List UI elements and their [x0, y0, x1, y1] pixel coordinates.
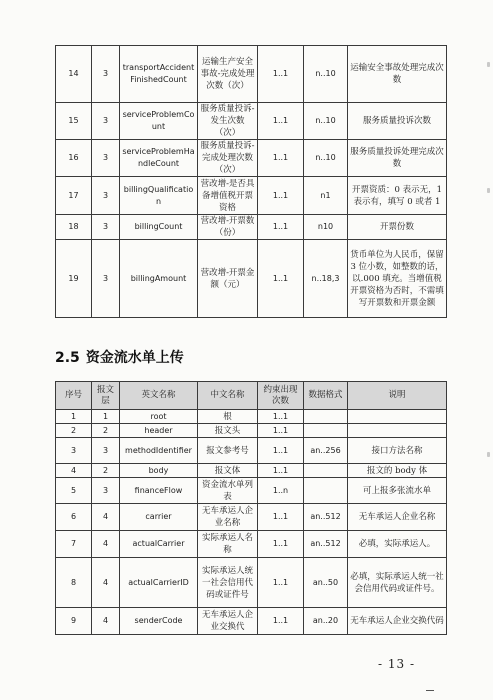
level-cell: 3 — [92, 240, 120, 318]
english-name-cell: carrier — [120, 504, 198, 531]
format-cell: an..512 — [304, 531, 348, 558]
english-name-cell: actualCarrier — [120, 531, 198, 558]
header-seq: 序号 — [56, 382, 92, 410]
table-row — [56, 215, 447, 240]
level-cell: 3 — [92, 140, 120, 177]
description-cell — [348, 424, 447, 438]
section-heading — [55, 347, 184, 367]
cardinality-cell: 1..1 — [258, 608, 304, 635]
table-row — [56, 504, 447, 531]
format-cell — [304, 464, 348, 478]
level-cell: 3 — [92, 46, 120, 103]
seq-cell: 14 — [56, 46, 92, 103]
description-cell: 报文的 body 体 — [348, 464, 447, 478]
cardinality-cell: 1..1 — [258, 438, 304, 464]
level-cell: 2 — [92, 424, 120, 438]
english-name-cell: billingQualification — [120, 177, 198, 215]
level-cell: 4 — [92, 504, 120, 531]
description-cell: 服务质量投诉次数 — [348, 103, 447, 140]
table-row — [56, 140, 447, 177]
format-cell: n..18,3 — [304, 240, 348, 318]
format-cell: n..10 — [304, 46, 348, 103]
seq-cell: 4 — [56, 464, 92, 478]
english-name-cell: serviceProblemCount — [120, 103, 198, 140]
chinese-name-cell: 报文体 — [198, 464, 258, 478]
header-format: 数据格式 — [304, 382, 348, 410]
description-cell: 运输安全事故处理完成次数 — [348, 46, 447, 103]
table-row — [56, 103, 447, 140]
chinese-name-cell: 报文头 — [198, 424, 258, 438]
cardinality-cell: 1..1 — [258, 140, 304, 177]
english-name-cell: serviceProblemHandleCount — [120, 140, 198, 177]
format-cell: an..50 — [304, 558, 348, 608]
cardinality-cell: 1..1 — [258, 103, 304, 140]
scan-mark — [487, 62, 490, 67]
header-description: 说明 — [348, 382, 447, 410]
page-number: - 13 - — [378, 657, 416, 671]
english-name-cell: actualCarrierID — [120, 558, 198, 608]
format-cell: n1 — [304, 177, 348, 215]
finance-flow-field-table — [55, 381, 447, 635]
section-number: 2.5 — [55, 350, 80, 366]
description-cell: 服务质量投诉处理完成次数 — [348, 140, 447, 177]
level-cell: 1 — [92, 410, 120, 424]
chinese-name-cell: 营改增-是否具备增值税开票资格 — [198, 177, 258, 215]
english-name-cell: body — [120, 464, 198, 478]
level-cell: 3 — [92, 215, 120, 240]
english-name-cell: billingAmount — [120, 240, 198, 318]
table-row — [56, 46, 447, 103]
table-row — [56, 424, 447, 438]
format-cell — [304, 424, 348, 438]
seq-cell: 2 — [56, 424, 92, 438]
chinese-name-cell: 无车承运人企业交换代 — [198, 608, 258, 635]
format-cell: n10 — [304, 215, 348, 240]
cardinality-cell: 1..1 — [258, 464, 304, 478]
level-cell: 3 — [92, 177, 120, 215]
english-name-cell: senderCode — [120, 608, 198, 635]
level-cell: 3 — [92, 103, 120, 140]
cardinality-cell: 1..n — [258, 478, 304, 504]
section-title: 资金流水单上传 — [85, 350, 184, 366]
format-cell: an..20 — [304, 608, 348, 635]
level-cell: 3 — [92, 478, 120, 504]
level-cell: 4 — [92, 608, 120, 635]
scan-mark — [426, 690, 434, 691]
chinese-name-cell: 营改增-开票金额（元） — [198, 240, 258, 318]
chinese-name-cell: 服务质量投诉-完成处理次数（次） — [198, 140, 258, 177]
description-cell: 必填，实际承运人。 — [348, 531, 447, 558]
format-cell: n..10 — [304, 103, 348, 140]
seq-cell: 16 — [56, 140, 92, 177]
description-cell: 必填，实际承运人统一社会信用代码或证件号。 — [348, 558, 447, 608]
header-english-name: 英文名称 — [120, 382, 198, 410]
english-name-cell: root — [120, 410, 198, 424]
field-table-continued — [55, 45, 447, 318]
format-cell — [304, 478, 348, 504]
table-row — [56, 438, 447, 464]
chinese-name-cell: 实际承运人名称 — [198, 531, 258, 558]
english-name-cell: transportAccidentFinishedCount — [120, 46, 198, 103]
description-cell: 开票资质：0 表示无，1 表示有，填写 0 或者 1 — [348, 177, 447, 215]
table-row — [56, 558, 447, 608]
header-chinese-name: 中文名称 — [198, 382, 258, 410]
chinese-name-cell: 实际承运人统一社会信用代码或证件号 — [198, 558, 258, 608]
format-cell: n..10 — [304, 140, 348, 177]
seq-cell: 8 — [56, 558, 92, 608]
seq-cell: 19 — [56, 240, 92, 318]
seq-cell: 18 — [56, 215, 92, 240]
seq-cell: 7 — [56, 531, 92, 558]
header-cardinality: 约束出现次数 — [258, 382, 304, 410]
table-row — [56, 410, 447, 424]
english-name-cell: financeFlow — [120, 478, 198, 504]
english-name-cell: methodIdentifier — [120, 438, 198, 464]
chinese-name-cell: 营改增-开票数（份） — [198, 215, 258, 240]
description-cell: 无车承运人企业名称 — [348, 504, 447, 531]
cardinality-cell: 1..1 — [258, 177, 304, 215]
table-row — [56, 240, 447, 318]
cardinality-cell: 1..1 — [258, 46, 304, 103]
scan-mark — [487, 452, 490, 457]
description-cell: 接口方法名称 — [348, 438, 447, 464]
description-cell: 可上报多张流水单 — [348, 478, 447, 504]
seq-cell: 6 — [56, 504, 92, 531]
table-row — [56, 177, 447, 215]
scan-mark — [487, 188, 490, 193]
cardinality-cell: 1..1 — [258, 240, 304, 318]
level-cell: 2 — [92, 464, 120, 478]
seq-cell: 15 — [56, 103, 92, 140]
cardinality-cell: 1..1 — [258, 410, 304, 424]
seq-cell: 3 — [56, 438, 92, 464]
description-cell — [348, 410, 447, 424]
level-cell: 4 — [92, 558, 120, 608]
chinese-name-cell: 服务质量投诉-发生次数（次） — [198, 103, 258, 140]
level-cell: 3 — [92, 438, 120, 464]
chinese-name-cell: 无车承运人企业名称 — [198, 504, 258, 531]
seq-cell: 9 — [56, 608, 92, 635]
table-row — [56, 531, 447, 558]
description-cell: 货币单位为人民币，保留 3 位小数，如整数的话，以.000 填充。当增值税开票资格为否时，不需填写开票数和开票金额 — [348, 240, 447, 318]
format-cell: an..512 — [304, 504, 348, 531]
cardinality-cell: 1..1 — [258, 531, 304, 558]
seq-cell: 17 — [56, 177, 92, 215]
chinese-name-cell: 运输生产安全事故-完成处理次数（次） — [198, 46, 258, 103]
table-header-row — [56, 382, 447, 410]
table-row — [56, 608, 447, 635]
format-cell: an..256 — [304, 438, 348, 464]
description-cell: 无车承运人企业交换代码 — [348, 608, 447, 635]
seq-cell: 5 — [56, 478, 92, 504]
level-cell: 4 — [92, 531, 120, 558]
format-cell — [304, 410, 348, 424]
header-level: 报文层 — [92, 382, 120, 410]
cardinality-cell: 1..1 — [258, 424, 304, 438]
table-row — [56, 464, 447, 478]
english-name-cell: billingCount — [120, 215, 198, 240]
cardinality-cell: 1..1 — [258, 558, 304, 608]
table-row — [56, 478, 447, 504]
cardinality-cell: 1..1 — [258, 215, 304, 240]
seq-cell: 1 — [56, 410, 92, 424]
chinese-name-cell: 根 — [198, 410, 258, 424]
chinese-name-cell: 报文参考号 — [198, 438, 258, 464]
chinese-name-cell: 资金流水单列表 — [198, 478, 258, 504]
english-name-cell: header — [120, 424, 198, 438]
cardinality-cell: 1..1 — [258, 504, 304, 531]
description-cell: 开票份数 — [348, 215, 447, 240]
